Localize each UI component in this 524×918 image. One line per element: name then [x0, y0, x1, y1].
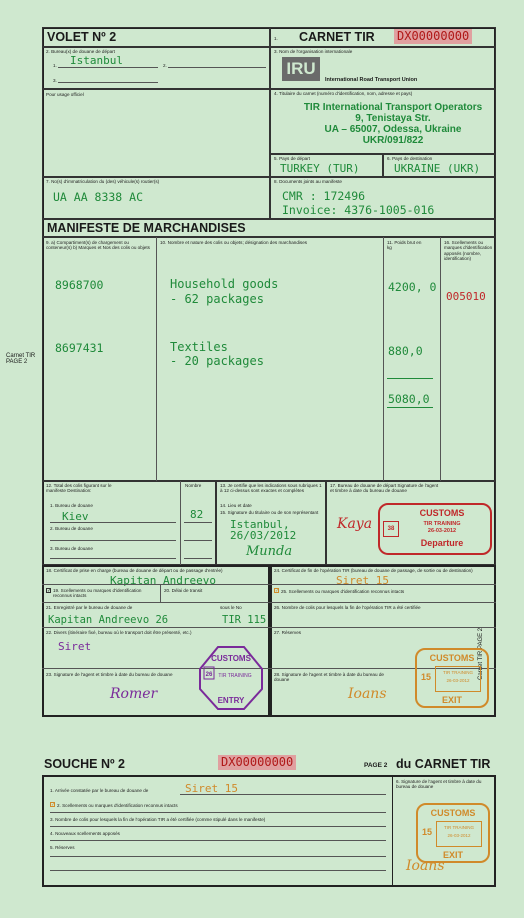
- departure-signature: Kaya: [337, 516, 373, 532]
- manifest-title: MANIFESTE DE MARCHANDISES: [47, 221, 246, 235]
- svg-text:ENTRY: ENTRY: [217, 696, 245, 705]
- seal-value: 005010: [446, 290, 486, 303]
- counterfoil-du-carnet: du CARNET TIR: [396, 757, 491, 771]
- svg-text:TIR TRAINING: TIR TRAINING: [218, 673, 252, 679]
- exit-signature: Ioans: [348, 686, 387, 702]
- counterfoil-signature: Ioans: [406, 858, 445, 874]
- side-label-left: Carnet TIR PAGE 2: [6, 353, 36, 365]
- counterfoil-carnet-number: DX00000000: [218, 755, 296, 770]
- holder-signature: Munda: [246, 544, 293, 559]
- field-25-checkbox[interactable]: ✓: [275, 588, 280, 594]
- svg-text:26: 26: [205, 672, 213, 678]
- iru-logo: IRU: [282, 57, 320, 81]
- entry-stamp: [198, 645, 264, 711]
- departure-office-value: Istanbul: [70, 54, 123, 67]
- counterfoil-title: SOUCHE Nº 2: [44, 757, 125, 771]
- official-use-cell: [42, 89, 270, 177]
- svg-text:CUSTOMS: CUSTOMS: [211, 654, 251, 663]
- iru-name: International Road Transport Union: [325, 77, 418, 83]
- exit-stamp: CUSTOMS 15 TIR TRAINING 26-03-2012 EXIT: [415, 648, 489, 708]
- counterfoil-page-label: PAGE 2: [364, 762, 388, 769]
- field-19-checkbox[interactable]: ✓: [47, 588, 52, 594]
- holder-details: TIR International Transport Operators 9, Tenistaya Str. UA – 65007, Odessa, Ukraine UKR/091/822: [303, 102, 483, 146]
- side-label-right: Carnet TIR PAGE 2: [478, 627, 484, 680]
- counterfoil-exit-stamp: CUSTOMS 15 TIR TRAINING 26-03-2012 EXIT: [416, 803, 490, 863]
- entry-signature: Romer: [110, 686, 158, 702]
- carnet-number: DX00000000: [394, 29, 472, 44]
- voucher-title: VOLET Nº 2: [47, 30, 117, 44]
- weight-total: 5080,0: [388, 392, 430, 406]
- carnet-label: CARNET TIR: [299, 30, 375, 44]
- manifest-table: [42, 237, 496, 481]
- departure-stamp: 38 CUSTOMS TIR TRAINING 26-03-2012 Departure: [378, 503, 492, 555]
- counterfoil-seal-checkbox[interactable]: ✓: [51, 802, 56, 808]
